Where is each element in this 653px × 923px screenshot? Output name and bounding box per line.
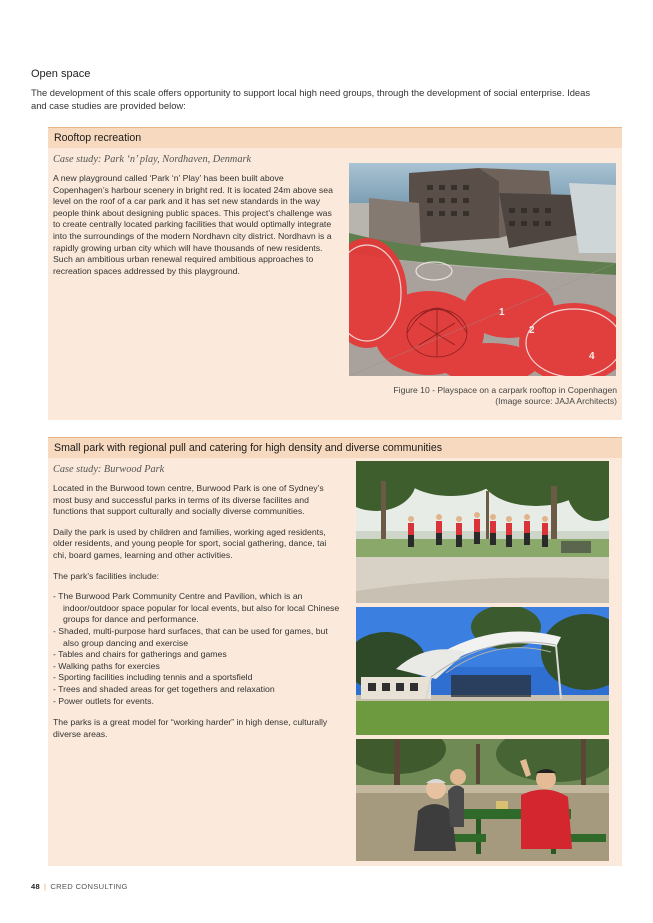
facility-item: - Shaded, multi-purpose hard surfaces, that can be used for games, but also group dancing and exercise xyxy=(53,625,328,648)
caption-line-2: (Image source: JAJA Architects) xyxy=(495,396,617,406)
facility-item: - Walking paths for exercies xyxy=(53,660,160,671)
park-dancing-photo xyxy=(356,461,609,603)
rooftop-case-study: Case study: Park ‘n’ play, Nordhaven, Denmark xyxy=(53,154,252,165)
park-closing-paragraph: The parks is a great model for “working harder” in high dense, culturally diverse areas. xyxy=(53,717,328,739)
burwood-park-panel xyxy=(48,437,622,866)
rooftop-body-text: A new playground called ‘Park ‘n’ Play’ has been built above Copenhagen’s harbour scenery in bright red. It is located 24m above sea level on the roof of a car park and it has set new standards in the way people think about designing public spaces. This project’s challenge was to create centrally located parking facilities that would optimally integrate into the surroundings of the modern Nordhavn city district. Nordhavn is a rapidly growing urban city which will have thousands of new residents. Such an ambitious urban renewal required ambitious approaches to recreation spaces addressed by this playground. xyxy=(53,173,333,276)
footer-organisation: CRED CONSULTING xyxy=(50,882,128,891)
park-facilities-list xyxy=(53,591,340,707)
rooftop-recreation-panel xyxy=(48,127,622,420)
facility-item: - The Burwood Park Community Centre and Pavilion, which is an indoor/outdoor space popular for local events, but also for local Chinese groups for dance and performance. xyxy=(53,591,340,625)
facility-item: - Trees and shaded areas for get togethers and relaxation xyxy=(53,683,275,694)
footer-separator: | xyxy=(44,882,47,891)
park-pavilion-photo xyxy=(356,607,609,735)
facility-item: - Tables and chairs for gatherings and games xyxy=(53,649,227,660)
caption-line-1: Figure 10 - Playspace on a carpark rooftop in Copenhagen xyxy=(393,385,617,395)
park-panel-title: Small park with regional pull and catering for high density and diverse communities xyxy=(48,437,622,458)
facility-item: - Power outlets for events. xyxy=(53,695,154,706)
svg-text:2: 2 xyxy=(529,325,535,336)
page-number: 48 xyxy=(31,882,41,891)
park-case-study: Case study: Burwood Park xyxy=(53,464,165,475)
intro-paragraph: The development of this scale offers opportunity to support local high need groups, through the development of social enterprise. Ideas and case studies are provided below: xyxy=(31,87,591,111)
page-footer xyxy=(31,882,128,891)
svg-text:4: 4 xyxy=(589,351,595,362)
park-facilities-intro: The park’s facilities include: xyxy=(53,570,160,581)
park-paragraph-2: Daily the park is used by children and families, working aged residents, older residents, and young people for sport, social gathering, dance, tai chi, board games, learning and other activities. xyxy=(53,526,327,560)
park-body-text xyxy=(53,483,340,749)
rooftop-playground-photo xyxy=(349,163,616,376)
rooftop-panel-title: Rooftop recreation xyxy=(48,127,622,148)
park-seniors-photo xyxy=(356,739,609,861)
facility-item: - Sporting facilities including tennis and a sportsfield xyxy=(53,672,253,683)
park-paragraph-1: Located in the Burwood town centre, Burwood Park is one of Sydney’s most busy and successful parks in terms of its diverse facilites and functions that support culturally and socially diverse communities. xyxy=(53,483,324,517)
rooftop-figure-caption xyxy=(393,385,617,407)
section-heading: Open space xyxy=(31,68,91,80)
svg-text:1: 1 xyxy=(499,307,505,318)
